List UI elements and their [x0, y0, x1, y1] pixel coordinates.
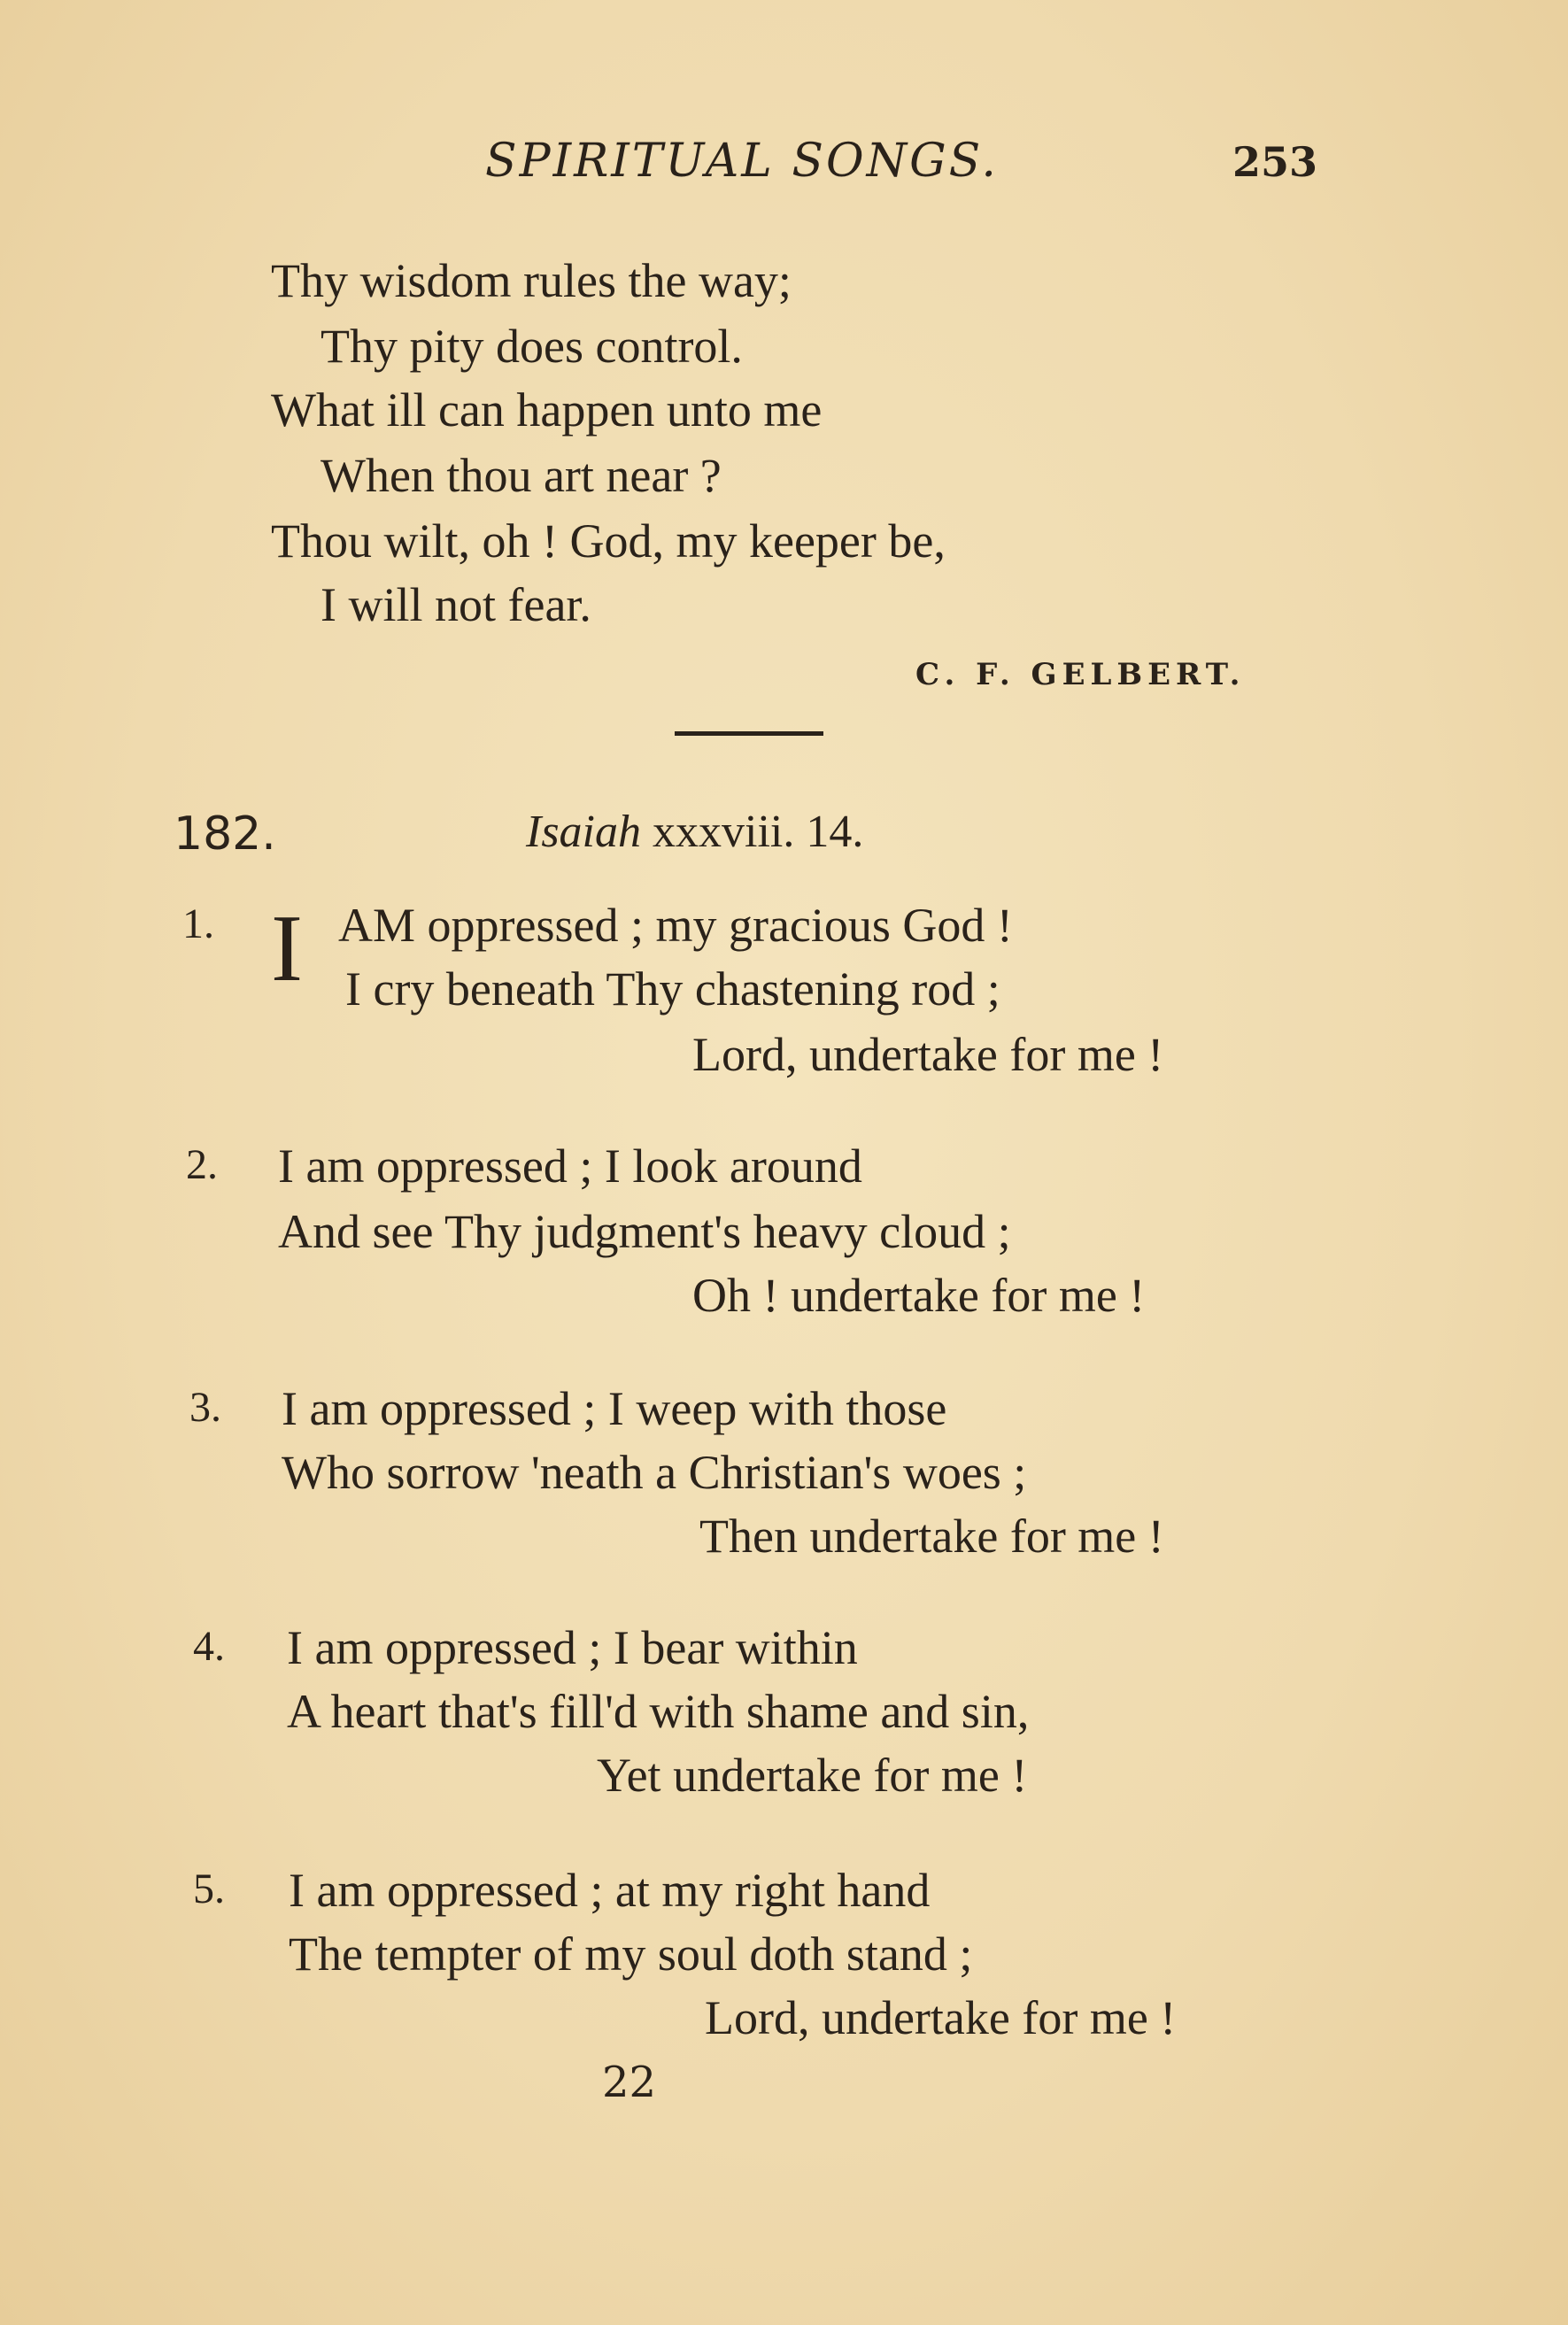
signature-mark: 22	[602, 2058, 657, 2107]
running-title: SPIRITUAL SONGS.	[485, 135, 999, 188]
drop-cap: I	[271, 896, 303, 1001]
verse-line: I am oppressed ; I weep with those	[282, 1382, 947, 1435]
verse-line: A heart that's fill'd with shame and sin,	[287, 1685, 1030, 1738]
verse-line: I am oppressed ; at my right hand	[289, 1864, 931, 1917]
reference-chapter-verse: xxxviii. 14.	[653, 807, 864, 857]
reference-book: Isaiah	[526, 807, 641, 857]
verse-line: Lord, undertake for me !	[692, 1028, 1164, 1081]
hymn-number: 182.	[174, 807, 276, 861]
verse-number: 2.	[186, 1141, 218, 1188]
poem-line: When thou art near ?	[321, 449, 722, 502]
verse-line: I am oppressed ; I look around	[278, 1139, 862, 1193]
verse-line: Then undertake for me !	[699, 1510, 1164, 1563]
verse-line: And see Thy judgment's heavy cloud ;	[278, 1205, 1011, 1258]
poem-line: Thou wilt, oh ! God, my keeper be,	[271, 514, 946, 568]
verse-number: 4.	[193, 1623, 225, 1670]
poem-line: I will not fear.	[321, 578, 591, 631]
verse-number: 3.	[189, 1384, 221, 1431]
verse-line: Who sorrow 'neath a Christian's woes ;	[282, 1446, 1027, 1499]
verse-line: Oh ! undertake for me !	[692, 1269, 1146, 1322]
verse-number: 1.	[182, 900, 214, 947]
verse-line: I am oppressed ; I bear within	[287, 1621, 858, 1674]
poem-line: What ill can happen unto me	[271, 383, 823, 436]
verse-line: AM oppressed ; my gracious God !	[338, 899, 1013, 952]
section-divider	[675, 731, 823, 736]
poem-line: Thy wisdom rules the way;	[271, 254, 792, 307]
poem-line: Thy pity does control.	[321, 320, 743, 373]
author-attribution: C. F. GELBERT.	[915, 657, 1246, 692]
verse-line: Lord, undertake for me !	[705, 1991, 1177, 2044]
verse-line: I cry beneath Thy chastening rod ;	[345, 962, 1000, 1016]
verse-line: Yet undertake for me !	[597, 1749, 1028, 1802]
verse-number: 5.	[193, 1865, 225, 1912]
verse-line: The tempter of my soul doth stand ;	[289, 1927, 973, 1981]
page-number: 253	[1232, 138, 1318, 186]
scripture-reference	[526, 809, 863, 855]
